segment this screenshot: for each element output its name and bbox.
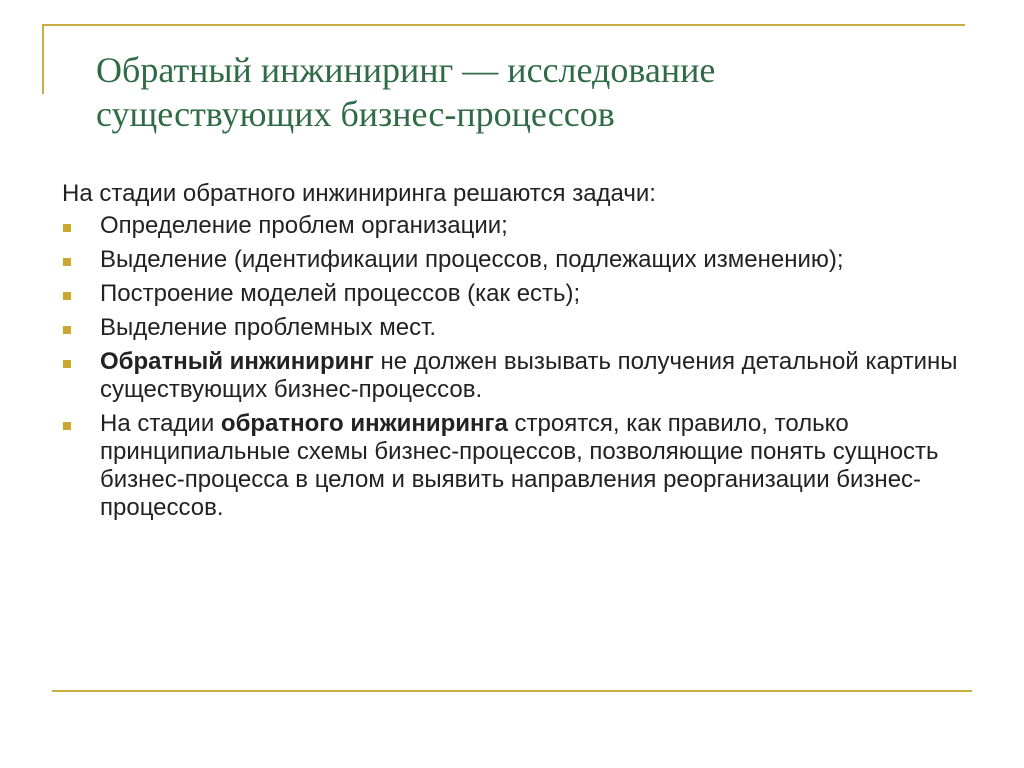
bullet-text-prefix: На стадии (100, 410, 221, 437)
bullet-text: Выделение проблемных мест. (100, 314, 437, 341)
left-rule (42, 24, 44, 94)
list-item (62, 314, 972, 342)
bullet-square-icon (63, 360, 71, 368)
bullet-text: Выделение (идентификации процессов, подлежащих изменению); (100, 246, 844, 273)
bullet-text: Построение моделей процессов (как есть); (100, 280, 581, 307)
bullet-square-icon (63, 224, 71, 232)
bullet-square-icon (63, 292, 71, 300)
title-line-2: существующих бизнес-процессов (96, 94, 615, 134)
list-item (62, 348, 972, 404)
title-line-1: Обратный инжиниринг — исследование (96, 50, 716, 90)
bullet-square-icon (63, 258, 71, 266)
list-item (62, 212, 972, 240)
top-rule (42, 24, 965, 26)
list-item (62, 410, 972, 522)
bullet-text: не должен вызывать получения детальной картины существующих бизнес-процессов. (100, 348, 958, 403)
intro-text: На стадии обратного инжиниринга решаются задачи: (62, 180, 656, 207)
bullet-list (62, 212, 972, 522)
bottom-rule (52, 690, 972, 692)
slide-body (62, 180, 972, 528)
bullet-bold-term: обратного инжиниринга (220, 410, 508, 437)
slide-title (96, 48, 976, 136)
list-item (62, 246, 972, 274)
list-item (62, 280, 972, 308)
bullet-bold-term: Обратный инжиниринг (100, 348, 374, 375)
bullet-square-icon (63, 422, 71, 430)
bullet-text: строятся, как правило, только принципиальные схемы бизнес-процессов, позволяющие понять сущность бизнес-процесса в целом и выявить направления реорганизации бизнес-процессов. (100, 410, 939, 521)
bullet-text: Определение проблем организации; (100, 212, 508, 239)
bullet-square-icon (63, 326, 71, 334)
